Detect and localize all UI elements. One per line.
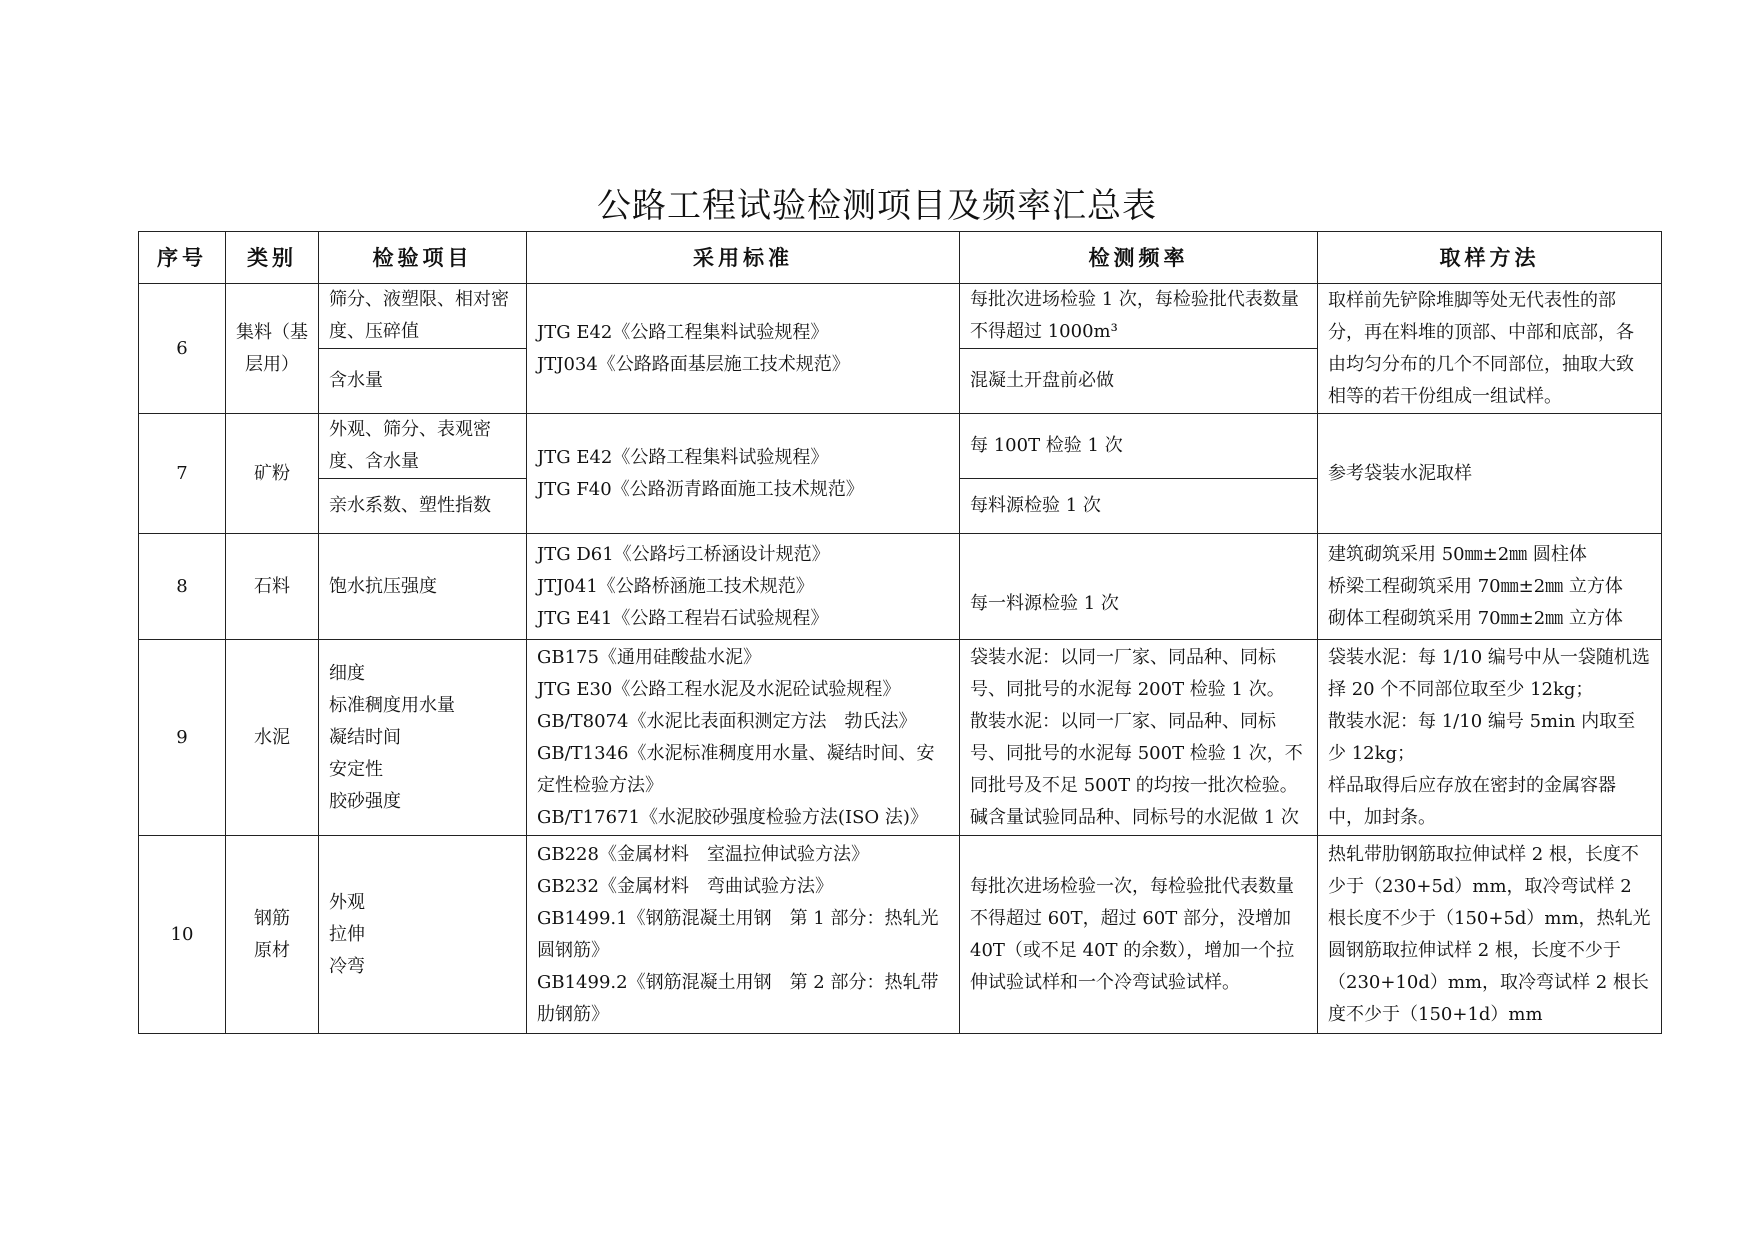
item-line: 安定性 bbox=[329, 758, 383, 780]
table-row bbox=[139, 284, 1662, 349]
row-item: 饱水抗压强度 bbox=[319, 534, 527, 640]
item-line: 拉伸 bbox=[329, 923, 365, 945]
table-row bbox=[139, 836, 1662, 1034]
item-line: 标准稠度用水量 bbox=[329, 694, 455, 716]
row-items bbox=[319, 640, 527, 836]
frequency-line: 碱含量试验同品种、同标号的水泥做 1 次 bbox=[970, 806, 1299, 828]
row-category bbox=[226, 836, 319, 1034]
standard-line: GB1499.2《钢筋混凝土用钢 第 2 部分：热轧带肋钢筋》 bbox=[537, 971, 939, 1025]
row-items bbox=[319, 836, 527, 1034]
item-line: 胶砂强度 bbox=[329, 790, 401, 812]
standard-line: GB/T1346《水泥标准稠度用水量、凝结时间、安定性检验方法》 bbox=[537, 742, 935, 796]
category-line: 原材 bbox=[254, 939, 290, 961]
sampling-line: 散装水泥：每 1/10 编号 5min 内取至少 12kg； bbox=[1328, 710, 1636, 764]
row-sampling: 取样前先铲除堆脚等处无代表性的部分，再在料堆的顶部、中部和底部，各由均匀分布的几个不同部位，抽取大致相等的若干份组成一组试样。 bbox=[1318, 284, 1662, 414]
row-category: 集料（基层用） bbox=[226, 284, 319, 414]
row-frequency bbox=[960, 534, 1318, 640]
row-item: 筛分、液塑限、相对密度、压碎值 bbox=[319, 284, 527, 349]
row-sampling bbox=[1318, 640, 1662, 836]
table-row bbox=[139, 414, 1662, 479]
header-category: 类别 bbox=[226, 232, 319, 284]
row-standards bbox=[527, 640, 960, 836]
row-item: 含水量 bbox=[319, 349, 527, 414]
standard-line: JTG D61《公路圬工桥涵设计规范》 bbox=[537, 543, 830, 565]
item-line: 凝结时间 bbox=[329, 726, 401, 748]
frequency-line: 散装水泥：以同一厂家、同品种、同标号、同批号的水泥每 500T 检验 1 次，不同批号及不足 500T 的均按一批次检验。 bbox=[970, 710, 1303, 796]
page-title: 公路工程试验检测项目及频率汇总表 bbox=[597, 186, 1157, 226]
row-no: 9 bbox=[139, 640, 226, 836]
frequency-line: 每一料源检验 1 次 bbox=[970, 592, 1119, 614]
standard-line: JTG F40《公路沥青路面施工技术规范》 bbox=[537, 478, 864, 500]
standard-line: GB228《金属材料 室温拉伸试验方法》 bbox=[537, 843, 869, 865]
sampling-line: 砌体工程砌筑采用 70㎜±2㎜ 立方体 bbox=[1328, 607, 1623, 629]
sampling-line: 建筑砌筑采用 50㎜±2㎜ 圆柱体 bbox=[1328, 543, 1587, 565]
row-item: 外观、筛分、表观密度、含水量 bbox=[319, 414, 527, 479]
row-frequency: 每 100T 检验 1 次 bbox=[960, 414, 1318, 479]
sampling-line: 桥梁工程砌筑采用 70㎜±2㎜ 立方体 bbox=[1328, 575, 1623, 597]
row-no: 6 bbox=[139, 284, 226, 414]
frequency-line: 袋装水泥：以同一厂家、同品种、同标号、同批号的水泥每 200T 检验 1 次。 bbox=[970, 646, 1285, 700]
standard-line: JTG E30《公路工程水泥及水泥砼试验规程》 bbox=[537, 678, 901, 700]
item-line: 外观 bbox=[329, 891, 365, 913]
header-standard: 采用标准 bbox=[527, 232, 960, 284]
row-category: 水泥 bbox=[226, 640, 319, 836]
standard-line: JTJ041《公路桥涵施工技术规范》 bbox=[537, 575, 814, 597]
standard-line: GB175《通用硅酸盐水泥》 bbox=[537, 646, 761, 668]
row-standards bbox=[527, 414, 960, 534]
category-line: 钢筋 bbox=[254, 907, 290, 929]
item-line: 细度 bbox=[329, 662, 365, 684]
row-frequency bbox=[960, 640, 1318, 836]
row-sampling: 参考袋装水泥取样 bbox=[1318, 414, 1662, 534]
row-no: 7 bbox=[139, 414, 226, 534]
header-no: 序号 bbox=[139, 232, 226, 284]
row-sampling bbox=[1318, 534, 1662, 640]
header-item: 检验项目 bbox=[319, 232, 527, 284]
row-frequency: 每批次进场检验一次，每检验批代表数量不得超过 60T，超过 60T 部分，没增加 40T（或不足 40T 的余数），增加一个拉伸试验试样和一个冷弯试验试样。 bbox=[960, 836, 1318, 1034]
row-frequency: 每批次进场检验 1 次，每检验批代表数量不得超过 1000m³ bbox=[960, 284, 1318, 349]
standard-line: JTG E41《公路工程岩石试验规程》 bbox=[537, 607, 829, 629]
row-standards bbox=[527, 284, 960, 414]
header-frequency: 检测频率 bbox=[960, 232, 1318, 284]
standard-line: GB/T17671《水泥胶砂强度检验方法(ISO 法)》 bbox=[537, 806, 928, 828]
sampling-line: 袋装水泥：每 1/10 编号中从一袋随机选择 20 个不同部位取至少 12kg； bbox=[1328, 646, 1650, 700]
standard-line: GB/T8074《水泥比表面积测定方法 勃氏法》 bbox=[537, 710, 917, 732]
row-category: 矿粉 bbox=[226, 414, 319, 534]
row-sampling: 热轧带肋钢筋取拉伸试样 2 根，长度不少于（230+5d）mm，取冷弯试样 2 根长度不少于（150+5d）mm，热轧光圆钢筋取拉伸试样 2 根，长度不少于（230+10d）mm，取冷弯试样 2 根长度不少于（150+1d）mm bbox=[1318, 836, 1662, 1034]
standard-line: JTJ034《公路路面基层施工技术规范》 bbox=[537, 353, 850, 375]
standard-line: GB1499.1《钢筋混凝土用钢 第 1 部分：热轧光圆钢筋》 bbox=[537, 907, 939, 961]
row-category: 石料 bbox=[226, 534, 319, 640]
row-item: 亲水系数、塑性指数 bbox=[319, 479, 527, 534]
item-line: 冷弯 bbox=[329, 955, 365, 977]
row-standards bbox=[527, 534, 960, 640]
row-standards bbox=[527, 836, 960, 1034]
standard-line: JTG E42《公路工程集料试验规程》 bbox=[537, 446, 829, 468]
standard-line: GB232《金属材料 弯曲试验方法》 bbox=[537, 875, 833, 897]
row-no: 10 bbox=[139, 836, 226, 1034]
standard-line: JTG E42《公路工程集料试验规程》 bbox=[537, 321, 829, 343]
row-frequency: 每料源检验 1 次 bbox=[960, 479, 1318, 534]
table-row bbox=[139, 640, 1662, 836]
sampling-line: 样品取得后应存放在密封的金属容器中，加封条。 bbox=[1328, 774, 1616, 828]
header-row bbox=[139, 232, 1662, 284]
row-frequency: 混凝土开盘前必做 bbox=[960, 349, 1318, 414]
summary-table bbox=[138, 231, 1662, 1034]
header-sampling: 取样方法 bbox=[1318, 232, 1662, 284]
row-no: 8 bbox=[139, 534, 226, 640]
table-row bbox=[139, 534, 1662, 640]
